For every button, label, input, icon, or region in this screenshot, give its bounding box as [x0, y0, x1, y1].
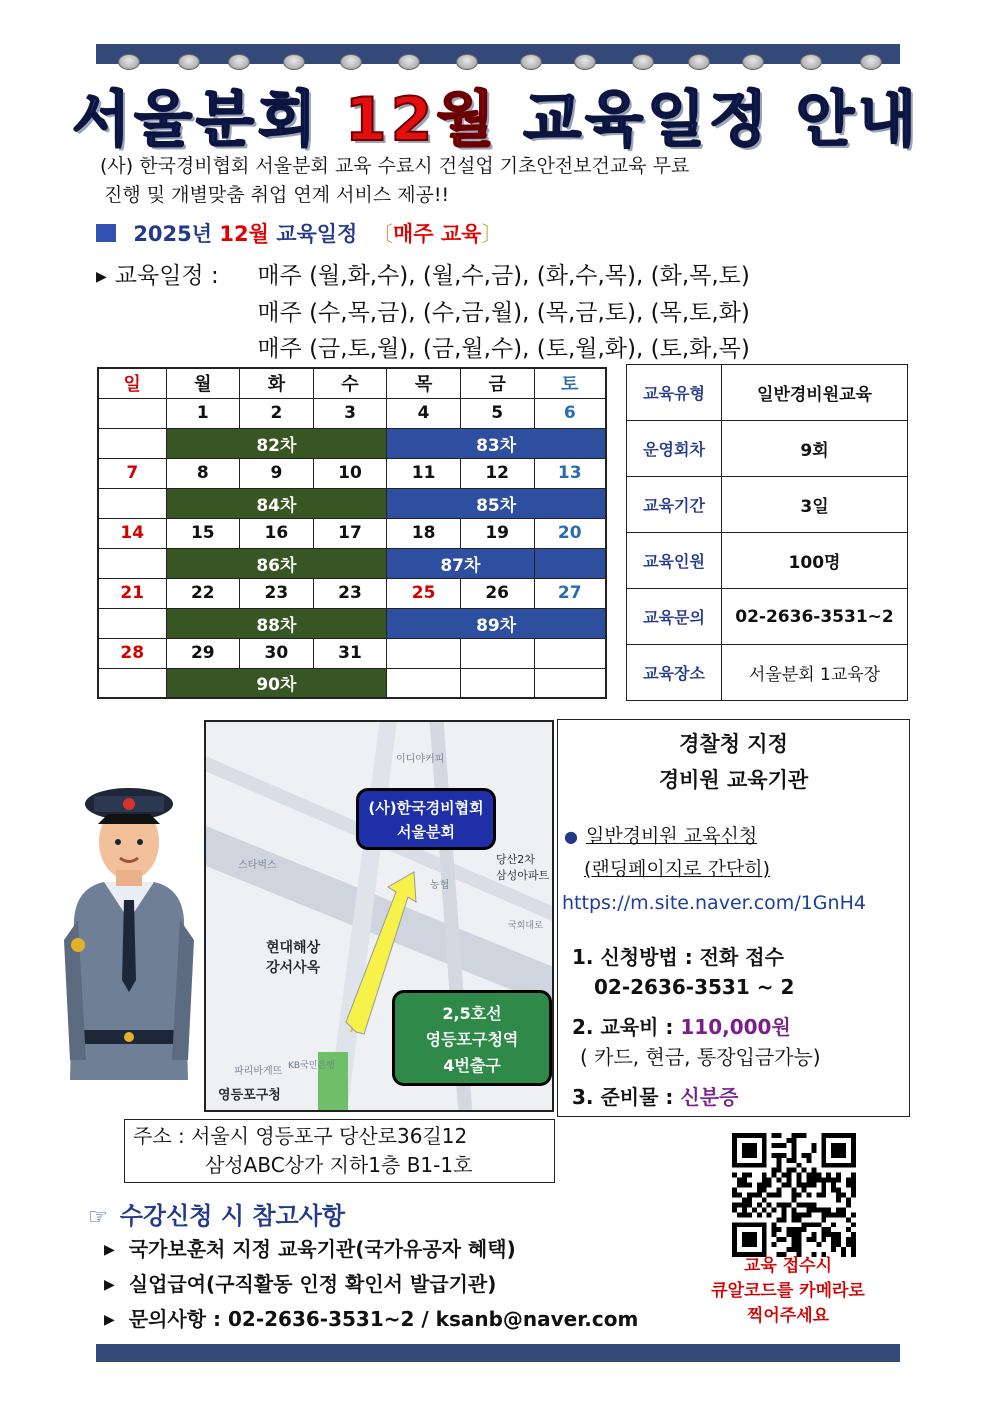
info-key: 교육문의 [627, 589, 722, 645]
schedule-heading [96, 218, 502, 248]
date-cell: 31 [313, 638, 387, 668]
apply-link[interactable]: 일반경비원 교육신청 [585, 825, 758, 847]
bullet-dot-icon: ● [564, 827, 578, 846]
pattern-cell: (화,목,토) [650, 263, 750, 289]
reference-item [104, 1267, 638, 1302]
reference-text: 문의사항 : 02-2636-3531~2 / ksanb@naver.com [128, 1307, 639, 1331]
date-row [98, 458, 606, 488]
title-part1: 서울분회 [72, 85, 320, 155]
info-value: 100명 [722, 533, 908, 589]
session-row [98, 548, 606, 578]
heading-line-1: 경찰청 지정 [679, 732, 788, 756]
map-callout-bottom [392, 990, 552, 1086]
ring-icon [118, 54, 140, 70]
info-row [627, 421, 908, 477]
map-label-hyundai [266, 938, 320, 978]
address-line-2: 삼성ABC상가 지하1층 B1-1호 [205, 1153, 473, 1177]
references-list [104, 1232, 638, 1337]
date-cell [387, 638, 461, 668]
bracket-close: 〕 [481, 222, 503, 246]
address-line-1: 주소 : 서울시 영등포구 당산로36길12 [133, 1124, 468, 1148]
ring-icon [178, 54, 200, 70]
registration-box [557, 719, 910, 1117]
item-prep-label: 3. 준비물 : [572, 1085, 674, 1109]
references-title: 수강신청 시 참고사항 [119, 1202, 346, 1230]
date-cell: 1 [166, 398, 240, 428]
map-label-kb: KB국민은행 [288, 1061, 335, 1071]
registration-heading [558, 726, 909, 798]
empty-cell [98, 428, 166, 458]
date-cell: 17 [313, 518, 387, 548]
map-label-line: 당산2차 [496, 853, 535, 866]
pattern-cell: (금,토,월), [309, 336, 416, 362]
session-green: 86차 [166, 548, 387, 578]
callout-bottom-line: 4번출구 [443, 1056, 501, 1075]
session-row [98, 668, 606, 698]
info-key: 교육인원 [627, 533, 722, 589]
pointing-hand-icon: ☞ [88, 1205, 108, 1230]
session-green: 90차 [166, 668, 387, 698]
empty-cell [534, 668, 606, 698]
date-cell: 22 [166, 578, 240, 608]
session-blue: 89차 [387, 608, 606, 638]
item-fee [572, 1012, 821, 1042]
info-row [627, 589, 908, 645]
date-cell [98, 398, 166, 428]
map-label-gukhoe: 국회대로 [508, 921, 543, 931]
pattern-cell: 매주 [257, 263, 302, 289]
intro-line-1: (사) 한국경비협회 서울분회 교육 수료시 건설업 기초안전보건교육 무료 [100, 155, 690, 177]
map-label-paris: 파리바게뜨 [234, 1066, 283, 1077]
triangle-bullet-icon: ▶ [104, 1242, 115, 1258]
pattern-cell: 매주 [257, 336, 302, 362]
date-cell: 27 [534, 578, 606, 608]
session-blue: 85차 [387, 488, 606, 518]
pattern-cell: (월,수,금), [422, 263, 530, 289]
date-cell: 23 [313, 578, 387, 608]
date-cell: 2 [240, 398, 314, 428]
date-cell: 21 [98, 578, 166, 608]
info-value: 서울분회 1교육장 [722, 645, 908, 701]
qr-caption-line: 교육 접수시 [743, 1256, 833, 1276]
date-cell: 9 [240, 458, 314, 488]
pattern-cell: (수,목,금), [309, 300, 416, 326]
date-cell: 11 [387, 458, 461, 488]
item-fee-label: 2. 교육비 : [572, 1015, 674, 1039]
pattern-cell: (토,월,화), [536, 336, 644, 362]
info-value: 9회 [722, 421, 908, 477]
triangle-bullet-icon: ▶ [104, 1312, 115, 1328]
session-blue-ext [534, 548, 606, 578]
schedule-pattern [96, 258, 750, 367]
date-row [98, 578, 606, 608]
date-cell: 14 [98, 518, 166, 548]
apply-url-link[interactable]: https://m.site.naver.com/1GnH4 [562, 892, 866, 914]
date-cell: 10 [313, 458, 387, 488]
session-row [98, 428, 606, 458]
session-row [98, 608, 606, 638]
date-cell: 25 [387, 578, 461, 608]
map-label-yeongdeungpo: 영등포구청 [218, 1088, 281, 1103]
callout-top-line: (사)한국경비협회 [368, 799, 484, 817]
apply-bullet [564, 820, 770, 885]
session-blue: 87차 [387, 548, 534, 578]
item-fee-price: 110,000원 [680, 1015, 791, 1039]
item-fee-sub: ( 카드, 현금, 통장입금가능) [580, 1045, 821, 1069]
map-label-samsung [496, 852, 549, 884]
reference-item [104, 1232, 638, 1267]
references-heading [88, 1196, 345, 1231]
date-cell: 7 [98, 458, 166, 488]
date-cell: 23 [240, 578, 314, 608]
date-cell: 26 [460, 578, 534, 608]
empty-cell [98, 488, 166, 518]
pattern-row [96, 258, 750, 295]
apply-sub: (랜딩페이지로 간단히) [584, 858, 771, 880]
page-title [0, 72, 992, 158]
intro-text [100, 152, 689, 210]
ring-icon [632, 54, 654, 70]
empty-cell [98, 668, 166, 698]
pattern-cell: (월,화,수), [309, 263, 416, 289]
title-month: 12월 [344, 85, 499, 155]
bottom-decor-bar [96, 1344, 900, 1362]
schedule-year: 2025년 [133, 222, 213, 246]
date-cell: 16 [240, 518, 314, 548]
date-cell: 19 [460, 518, 534, 548]
square-bullet-icon [96, 224, 116, 242]
qr-code-icon[interactable] [732, 1133, 856, 1257]
item-prep-value: 신분증 [680, 1085, 739, 1109]
day-header: 일 [98, 368, 166, 398]
date-cell: 8 [166, 458, 240, 488]
day-header: 금 [460, 368, 534, 398]
session-green: 84차 [166, 488, 387, 518]
qr-caption [688, 1254, 888, 1329]
date-cell: 12 [460, 458, 534, 488]
location-map [204, 720, 554, 1112]
pattern-cell: (수,금,월), [422, 300, 530, 326]
map-label-line: 강서사옥 [266, 960, 321, 976]
info-value: 일반경비원교육 [722, 365, 908, 421]
callout-bottom-line: 2,5호선 [442, 1004, 502, 1023]
date-cell: 20 [534, 518, 606, 548]
date-cell: 28 [98, 638, 166, 668]
callout-bottom-line: 영등포구청역 [425, 1030, 519, 1049]
date-cell: 4 [387, 398, 461, 428]
pattern-cell: 매주 [257, 300, 302, 326]
calendar-table [97, 367, 607, 699]
top-decor-bar [96, 44, 900, 64]
info-value: 3일 [722, 477, 908, 533]
pattern-cell: (토,화,목) [650, 336, 750, 362]
pattern-cell: (금,월,수), [422, 336, 530, 362]
security-guard-illustration [64, 770, 194, 1090]
triangle-bullet-icon: ▶ [96, 269, 107, 285]
day-header: 화 [240, 368, 314, 398]
calendar-header-row [98, 368, 606, 398]
info-row [627, 533, 908, 589]
info-key: 운영회차 [627, 421, 722, 477]
date-cell: 6 [534, 398, 606, 428]
ring-icon [574, 54, 596, 70]
date-row [98, 518, 606, 548]
empty-cell [98, 548, 166, 578]
info-key: 교육장소 [627, 645, 722, 701]
session-green: 88차 [166, 608, 387, 638]
info-row [627, 477, 908, 533]
item-method-phone: 02-2636-3531 ~ 2 [594, 975, 795, 999]
ring-icon [860, 54, 882, 70]
callout-top-line: 서울분회 [397, 823, 455, 841]
ring-icon [742, 54, 764, 70]
address-box [124, 1119, 555, 1183]
intro-line-2: 진행 및 개별맞춤 취업 연계 서비스 제공!! [104, 184, 450, 206]
session-blue: 83차 [387, 428, 606, 458]
bracket-open: 〔 [371, 222, 393, 246]
reference-text: 실업급여(구직활동 인정 확인서 발급기관) [128, 1272, 497, 1296]
ring-icon [520, 54, 542, 70]
map-label-line: 현대해상 [266, 940, 321, 956]
info-row [627, 645, 908, 701]
session-row [98, 488, 606, 518]
session-green: 82차 [166, 428, 387, 458]
info-value: 02-2636-3531~2 [722, 589, 908, 645]
ring-icon [800, 54, 822, 70]
date-row [98, 638, 606, 668]
heading-line-2: 경비원 교육기관 [658, 768, 809, 792]
reference-item [104, 1302, 638, 1337]
pattern-cell: (화,수,목), [536, 263, 644, 289]
schedule-label: 교육일정 [276, 222, 358, 246]
item-prep [572, 1082, 821, 1112]
ring-icon [283, 54, 305, 70]
day-header: 수 [313, 368, 387, 398]
map-label-starbucks: 스타벅스 [238, 860, 277, 871]
empty-cell [387, 668, 461, 698]
pattern-row [96, 331, 750, 367]
date-cell: 29 [166, 638, 240, 668]
info-key: 교육유형 [627, 365, 722, 421]
pattern-cell: (목,토,화) [650, 300, 750, 326]
ring-icon [340, 54, 362, 70]
qr-caption-line: 큐알코드를 카메라로 [711, 1281, 865, 1301]
day-header: 토 [534, 368, 606, 398]
date-cell: 30 [240, 638, 314, 668]
date-cell: 13 [534, 458, 606, 488]
info-row [627, 365, 908, 421]
pattern-cell: (목,금,토), [536, 300, 644, 326]
schedule-weekly: 매주 교육 [392, 222, 482, 246]
pattern-row [96, 295, 750, 331]
date-cell: 5 [460, 398, 534, 428]
date-cell [460, 638, 534, 668]
schedule-month: 12월 [219, 222, 269, 246]
item-method: 1. 신청방법 : 전화 접수 [572, 945, 784, 969]
registration-items [572, 942, 821, 1112]
pattern-label: 교육일정 : [114, 263, 219, 289]
course-info-table [626, 364, 908, 701]
day-header: 월 [166, 368, 240, 398]
date-cell [534, 638, 606, 668]
ring-icon [456, 54, 478, 70]
empty-cell [460, 668, 534, 698]
date-row [98, 398, 606, 428]
info-key: 교육기간 [627, 477, 722, 533]
map-label-nonghyup: 농협 [430, 880, 450, 891]
qr-caption-line: 찍어주세요 [746, 1306, 830, 1326]
triangle-bullet-icon: ▶ [104, 1277, 115, 1293]
reference-text: 국가보훈처 지정 교육기관(국가유공자 혜택) [128, 1237, 516, 1261]
empty-cell [98, 608, 166, 638]
map-label-line: 삼성아파트 [496, 869, 550, 882]
date-cell: 3 [313, 398, 387, 428]
title-part2: 교육일정 안내 [523, 85, 920, 155]
date-cell: 15 [166, 518, 240, 548]
ring-icon [688, 54, 710, 70]
date-cell: 18 [387, 518, 461, 548]
ring-icon [228, 54, 250, 70]
ring-icon [398, 54, 420, 70]
map-callout-top [356, 788, 496, 850]
day-header: 목 [387, 368, 461, 398]
map-label-ediya: 이디야커피 [396, 754, 445, 765]
